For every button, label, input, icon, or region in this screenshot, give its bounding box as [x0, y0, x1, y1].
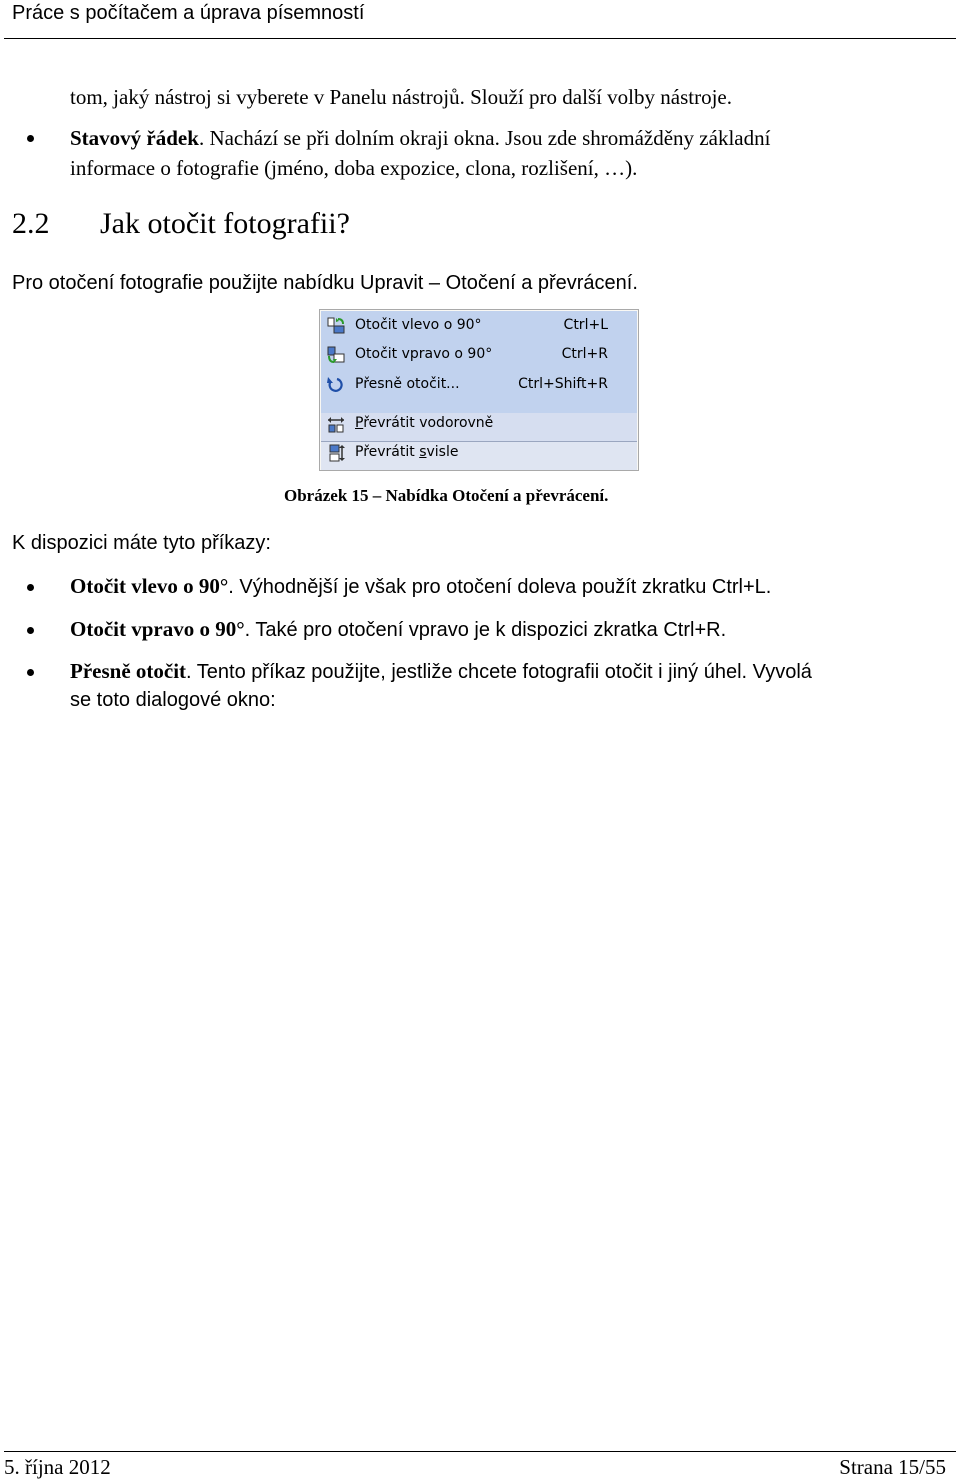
menu-item-label: Převrátit vodorovně	[355, 415, 494, 431]
statusbar-term: Stavový řádek	[70, 126, 199, 150]
menu-item-label: Převrátit svisle	[355, 444, 459, 460]
rotate-custom-icon	[326, 376, 346, 394]
command-term: Otočit vlevo o 90°	[70, 574, 229, 598]
figure-caption: Obrázek 15 – Nabídka Otočení a převrácení.	[284, 486, 609, 505]
flip-horizontal-icon	[326, 415, 346, 433]
menu-item-rotate-precise[interactable]	[320, 371, 638, 399]
section-title: Jak otočit fotografii?	[100, 207, 350, 240]
menu-item-flip-horizontal[interactable]	[320, 410, 638, 438]
command-item-precise	[70, 659, 812, 684]
section-number: 2.2	[12, 207, 50, 240]
bullet	[27, 584, 34, 591]
available-commands-text: K dispozici máte tyto příkazy:	[12, 532, 271, 554]
menu-item-label-rest: řevrátit vodorovně	[363, 415, 494, 431]
command-text-continued: se toto dialogové okno:	[70, 689, 276, 711]
statusbar-line1: . Nachází se při dolním okraji okna. Jsou zde shromážděny základní	[198, 126, 771, 150]
menu-item-flip-vertical[interactable]	[320, 439, 638, 467]
menu-item-label: Otočit vpravo o 90°	[355, 346, 493, 362]
menu-item-label: Přesně otočit...	[355, 376, 460, 392]
command-text: . Také pro otočení vpravo je k dispozici zkratka Ctrl+R.	[244, 619, 727, 641]
bullet	[27, 669, 34, 676]
command-term: Otočit vpravo o 90°	[70, 617, 245, 641]
intro-text: tom, jaký nástroj si vyberete v Panelu nástrojů. Slouží pro další volby nástroje.	[70, 85, 732, 109]
running-header: Práce s počítačem a úprava písemností	[12, 2, 365, 24]
footer-rule	[4, 1451, 956, 1452]
menu-item-shortcut: Ctrl+L	[563, 317, 608, 333]
menu-item-label: Otočit vlevo o 90°	[355, 317, 482, 333]
bullet	[27, 135, 34, 142]
footer-date: 5. října 2012	[4, 1455, 111, 1479]
bullet	[27, 627, 34, 634]
command-term: Přesně otočit	[70, 659, 187, 683]
flip-vertical-icon	[326, 444, 346, 462]
menu-item-shortcut: Ctrl+R	[561, 346, 608, 362]
header-rule	[4, 38, 956, 39]
menu-item-rotate-left[interactable]	[320, 312, 638, 340]
command-item-left	[70, 574, 771, 599]
command-text: . Výhodnější je však pro otočení doleva použít zkratku Ctrl+L.	[228, 576, 772, 598]
rotate-right-icon	[326, 346, 346, 364]
lead-text: Pro otočení fotografie použijte nabídku Upravit – Otočení a převrácení.	[12, 272, 638, 294]
statusbar-paragraph	[70, 123, 948, 153]
command-item-right	[70, 617, 726, 642]
statusbar-line2: informace o fotografie (jméno, doba expozice, clona, rozlišení, …).	[70, 156, 638, 180]
rotate-menu	[319, 309, 639, 471]
footer-page-number: Strana 15/55	[839, 1455, 946, 1479]
menu-item-rotate-right[interactable]	[320, 341, 638, 369]
menu-item-shortcut: Ctrl+Shift+R	[518, 376, 608, 392]
command-text: . Tento příkaz použijte, jestliže chcete fotografii otočit i jiný úhel. Vyvolá	[186, 661, 812, 683]
rotate-left-icon	[326, 317, 346, 335]
